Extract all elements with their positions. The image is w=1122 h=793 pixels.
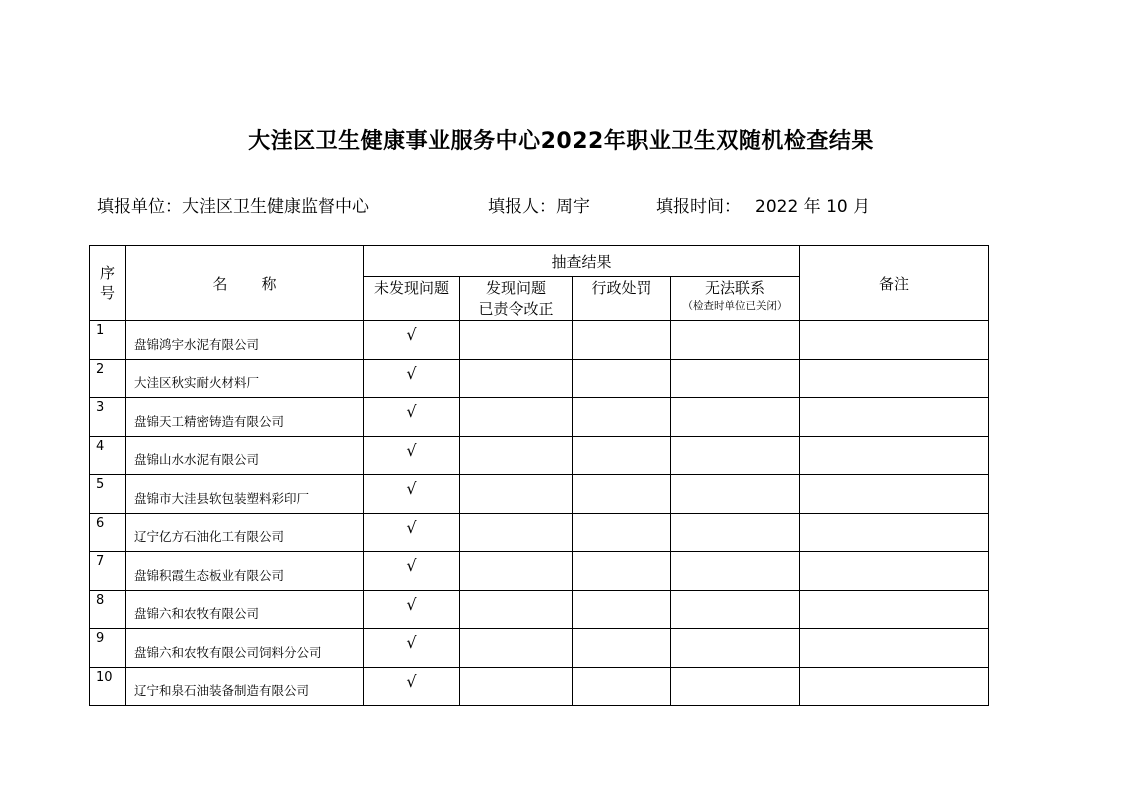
header-name-left: 名	[212, 274, 228, 293]
row-penalty	[573, 590, 671, 629]
header-remark: 备注	[800, 246, 989, 321]
row-seq: 6	[90, 513, 126, 552]
row-remark	[800, 590, 989, 629]
row-company-name: 盘锦市大洼县软包装塑料彩印厂	[126, 475, 364, 514]
row-issue-corrected	[460, 321, 573, 360]
table-row	[90, 590, 989, 629]
header-issue-line2: 已责令改正	[478, 300, 554, 318]
fill-unit: 填报单位：大洼区卫生健康监督中心	[97, 197, 369, 217]
row-company-name: 大洼区秋实耐火材料厂	[126, 359, 364, 398]
header-issue-line1: 发现问题	[485, 279, 546, 297]
table-row	[90, 667, 989, 706]
table-row	[90, 359, 989, 398]
row-no-contact	[671, 590, 800, 629]
fill-time-label: 填报时间：	[656, 197, 741, 217]
header-name	[126, 246, 364, 321]
row-no-contact	[671, 513, 800, 552]
row-company-name: 辽宁亿方石油化工有限公司	[126, 513, 364, 552]
row-penalty	[573, 321, 671, 360]
row-no-issue-check: √	[364, 629, 460, 668]
row-no-contact	[671, 398, 800, 437]
row-no-contact	[671, 359, 800, 398]
row-company-name: 辽宁和泉石油装备制造有限公司	[126, 667, 364, 706]
header-seq	[90, 246, 126, 321]
row-company-name: 盘锦山水水泥有限公司	[126, 436, 364, 475]
header-seq-text: 序 号	[99, 264, 115, 302]
table-row	[90, 475, 989, 514]
table-row	[90, 321, 989, 360]
row-seq: 4	[90, 436, 126, 475]
row-issue-corrected	[460, 436, 573, 475]
row-remark	[800, 359, 989, 398]
row-issue-corrected	[460, 552, 573, 591]
row-no-issue-check: √	[364, 359, 460, 398]
page-title: 大洼区卫生健康事业服务中心2022年职业卫生双随机检查结果	[248, 129, 874, 154]
row-company-name: 盘锦积霞生态板业有限公司	[126, 552, 364, 591]
header-sampling-results: 抽查结果	[364, 246, 800, 277]
row-issue-corrected	[460, 629, 573, 668]
row-penalty	[573, 552, 671, 591]
row-seq: 9	[90, 629, 126, 668]
row-seq: 3	[90, 398, 126, 437]
row-seq: 1	[90, 321, 126, 360]
row-company-name: 盘锦六和农牧有限公司饲料分公司	[126, 629, 364, 668]
header-no-issue: 未发现问题	[364, 277, 460, 321]
row-remark	[800, 398, 989, 437]
header-no-contact	[671, 277, 800, 321]
row-issue-corrected	[460, 398, 573, 437]
row-company-name: 盘锦鸿宇水泥有限公司	[126, 321, 364, 360]
header-name-right: 称	[261, 274, 277, 293]
row-remark	[800, 321, 989, 360]
row-penalty	[573, 359, 671, 398]
row-company-name: 盘锦天工精密铸造有限公司	[126, 398, 364, 437]
row-no-issue-check: √	[364, 475, 460, 514]
row-issue-corrected	[460, 475, 573, 514]
row-remark	[800, 475, 989, 514]
row-penalty	[573, 398, 671, 437]
row-no-contact	[671, 475, 800, 514]
row-company-name: 盘锦六和农牧有限公司	[126, 590, 364, 629]
header-penalty: 行政处罚	[573, 277, 671, 321]
row-remark	[800, 552, 989, 591]
row-remark	[800, 436, 989, 475]
row-penalty	[573, 436, 671, 475]
fill-time-value: 2022 年 10 月	[755, 197, 871, 217]
row-no-issue-check: √	[364, 667, 460, 706]
row-seq: 8	[90, 590, 126, 629]
table-row	[90, 513, 989, 552]
header-no-contact-title: 无法联系	[705, 279, 766, 297]
row-no-contact	[671, 436, 800, 475]
row-issue-corrected	[460, 359, 573, 398]
row-seq: 2	[90, 359, 126, 398]
row-remark	[800, 513, 989, 552]
row-remark	[800, 667, 989, 706]
row-no-issue-check: √	[364, 590, 460, 629]
row-issue-corrected	[460, 513, 573, 552]
row-no-issue-check: √	[364, 398, 460, 437]
row-remark	[800, 629, 989, 668]
row-seq: 7	[90, 552, 126, 591]
header-issue-corrected	[460, 277, 573, 321]
row-penalty	[573, 513, 671, 552]
header-no-contact-note: （检查时单位已关闭）	[682, 300, 788, 312]
table-row	[90, 629, 989, 668]
row-issue-corrected	[460, 590, 573, 629]
row-seq: 5	[90, 475, 126, 514]
row-no-contact	[671, 321, 800, 360]
row-no-issue-check: √	[364, 321, 460, 360]
row-penalty	[573, 475, 671, 514]
row-penalty	[573, 629, 671, 668]
row-penalty	[573, 667, 671, 706]
row-no-contact	[671, 552, 800, 591]
inspection-results-table	[89, 245, 989, 706]
row-no-issue-check: √	[364, 552, 460, 591]
row-no-contact	[671, 629, 800, 668]
fill-time	[656, 192, 870, 217]
table-row	[90, 436, 989, 475]
table-row	[90, 552, 989, 591]
row-no-issue-check: √	[364, 513, 460, 552]
row-no-issue-check: √	[364, 436, 460, 475]
row-seq: 10	[90, 667, 126, 706]
row-issue-corrected	[460, 667, 573, 706]
table-body	[90, 321, 989, 706]
row-no-contact	[671, 667, 800, 706]
table-row	[90, 398, 989, 437]
fill-person: 填报人：周宇	[488, 197, 590, 217]
